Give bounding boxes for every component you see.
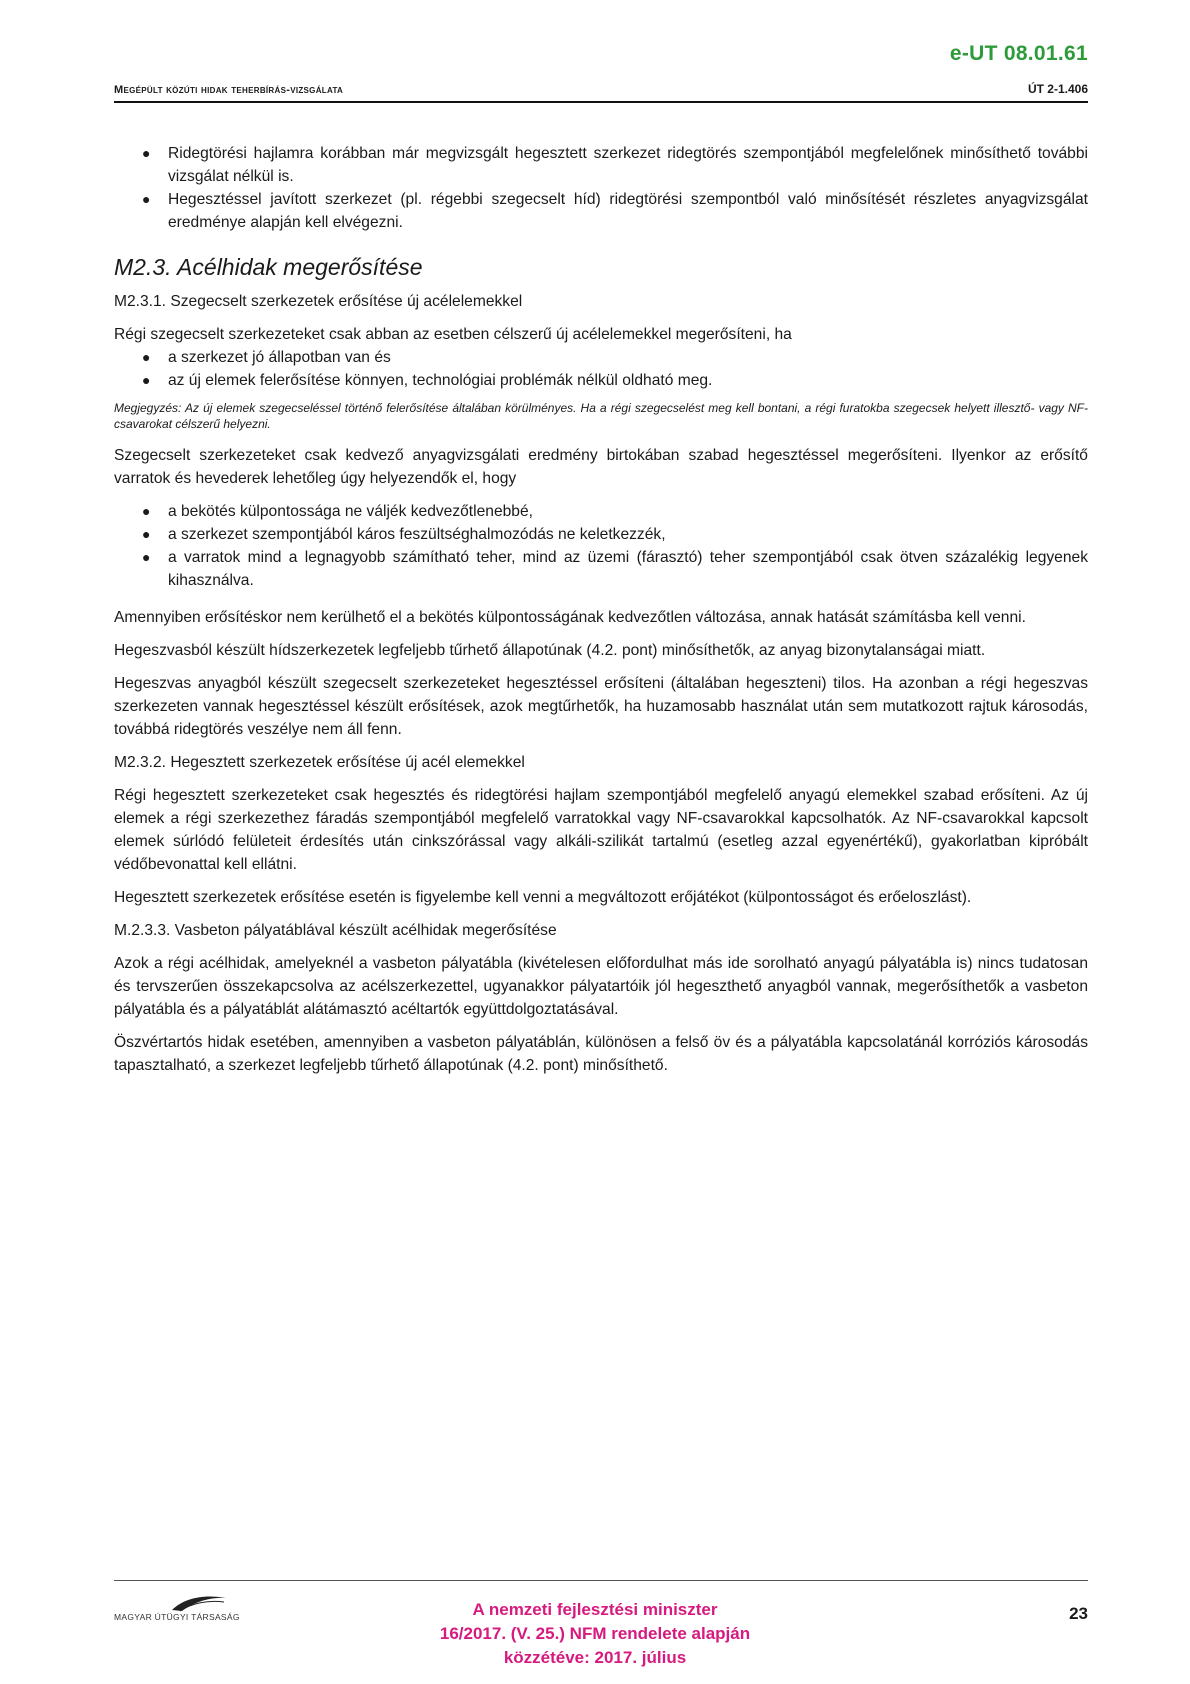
subsection-heading-3: M.2.3.3. Vasbeton pályatáblával készült acélhidak megerősítése [114, 922, 557, 939]
header-divider [114, 101, 1088, 103]
list-item: ● a szerkezet szempontjából káros feszültséghalmozódás ne keletkezzék, [114, 523, 1088, 546]
footer-line-2: 16/2017. (V. 25.) NFM rendelete alapján [439, 1624, 751, 1643]
footer-publication-note [395, 1598, 795, 1670]
paragraph: Régi hegesztett szerkezeteket csak hegesztés és ridegtörési hajlam szempontjából megfelelő anyagú elemekkel szabad erősíteni. Az új elemek a régi szerkezethez fáradás szempontjából megfelelő varratokkal vagy NF-csavarokkal kapcsolhatók. Az NF-csavarokkal kapcsolt elemek súrlódó felületeit érdesítés után cinkszórással vagy alkáli-szilikát tartalmú (esetleg azzal egyenértékű), gyakorlatban kipróbált védőbevonattal kell ellátni. [114, 787, 1088, 873]
footer-org-name: MAGYAR ÚTÜGYI TÁRSASÁG [114, 1612, 240, 1622]
list-item: ● a varratok mind a legnagyobb számítható teher, mind az üzemi (fárasztó) teher szempontjából csak ötven százalékig legyenek kihasználva. [114, 546, 1088, 592]
footer-line-3: közzétéve: 2017. július [503, 1648, 687, 1667]
list-item: ● Ridegtörési hajlamra korábban már megvizsgált hegesztett szerkezet ridegtörés szempontjából megfelelőnek minősíthető további vizsgálat nélkül is. [114, 142, 1088, 188]
running-header [114, 82, 1088, 96]
bullet-dot-icon: ● [142, 526, 151, 542]
footer-line-1: A nemzeti fejlesztési miniszter [472, 1600, 718, 1619]
list-item: ● a bekötés külpontossága ne váljék kedvezőtlenebbé, [114, 500, 1088, 523]
paragraph: Szegecselt szerkezeteket csak kedvező anyagvizsgálati eredmény birtokában szabad hegesztéssel megerősíteni. Ilyenkor az erősítő varratok és hevederek lehetőleg úgy helyezendők el, hogy [114, 447, 1088, 487]
bullet-dot-icon: ● [142, 349, 151, 365]
weld-bullet-list [114, 500, 1088, 592]
subsection-heading-1: M2.3.1. Szegecselt szerkezetek erősítése új acélelemekkel [114, 293, 523, 310]
paragraph: Hegesztett szerkezetek erősítése esetén is figyelembe kell venni a megváltozott erőjátékot (külpontosságot és erőeloszlást). [114, 889, 972, 906]
footer-divider [114, 1580, 1088, 1581]
paragraph: Régi szegecselt szerkezeteket csak abban az esetben célszerű új acélelemekkel megerősíteni, ha [114, 326, 792, 343]
paragraph: Öszvértartós hidak esetében, amennyiben a vasbeton pályatáblán, különösen a felső öv és a pályatábla kapcsolatánál korróziós károsodás tapasztalható, a szerkezet legfeljebb tűrhető állapotúnak (4.2. pont) minősíthető. [114, 1034, 1088, 1074]
intro-bullet-list [114, 142, 1088, 234]
section-heading: M2.3. Acélhidak megerősítése [114, 254, 423, 280]
list-item: ● Hegesztéssel javított szerkezet (pl. régebbi szegecselt híd) ridegtörési szempontból való minősítését részletes anyagvizsgálat eredménye alapján kell elvégezni. [114, 188, 1088, 234]
paragraph: Hegeszvasból készült hídszerkezetek legfeljebb tűrhető állapotúnak (4.2. pont) minősíthetők, az anyag bizonytalanságai miatt. [114, 642, 986, 659]
paragraph: Amennyiben erősítéskor nem kerülhető el a bekötés külpontosságának kedvezőtlen változása, annak hatását számításba kell venni. [114, 609, 1026, 626]
bullet-dot-icon: ● [142, 549, 151, 565]
subsection-heading-2: M2.3.2. Hegesztett szerkezetek erősítése új acél elemekkel [114, 754, 525, 771]
header-title: Megépült közúti hidak teherbírás-vizsgálata [114, 84, 344, 96]
mut-logo-icon [114, 1592, 274, 1632]
main-content [114, 142, 1088, 1087]
bullet-dot-icon: ● [142, 145, 151, 161]
header-ref: ÚT 2-1.406 [1027, 82, 1088, 96]
paragraph: Azok a régi acélhidak, amelyeknél a vasbeton pályatábla (kivételesen előfordulhat más ide sorolható anyagú pályatábla is) nincs tudatosan és tervszerűen összekapcsolva az acélszerkezettel, ugyanakkor pályatartóik jól hegeszthető anyagból vannak, megerősíthetők a vasbeton pályatábla és a pályatáblát alátámasztó acéltartók együttdolgoztatásával. [114, 955, 1088, 1018]
bullet-dot-icon: ● [142, 191, 151, 207]
bullet-dot-icon: ● [142, 372, 151, 388]
condition-bullet-list [114, 346, 1088, 392]
note-paragraph: Megjegyzés: Az új elemek szegecseléssel történő felerősítése általában körülményes. Ha a régi szegecselést meg kell bontani, a régi furatokba szegecsek helyett illesztő- vagy NF-csavarokat célszerű helyezni. [114, 401, 1088, 431]
document-code: e-UT 08.01.61 [949, 42, 1088, 65]
list-item: ● a szerkezet jó állapotban van és [114, 346, 1088, 369]
page-number: 23 [1069, 1604, 1088, 1623]
list-item: ● az új elemek felerősítése könnyen, technológiai problémák nélkül oldható meg. [114, 369, 1088, 392]
bullet-dot-icon: ● [142, 503, 151, 519]
paragraph: Hegeszvas anyagból készült szegecselt szerkezeteket hegesztéssel erősíteni (általában hegeszteni) tilos. Ha azonban a régi hegeszvas szerkezeten vannak hegesztéssel készült erősítések, azok megtűrhetők, ha huzamosabb használat után sem mutatkozott rajtuk károsodás, továbbá ridegtörés veszélye nem áll fenn. [114, 675, 1088, 738]
logo-swoosh [114, 1592, 274, 1614]
